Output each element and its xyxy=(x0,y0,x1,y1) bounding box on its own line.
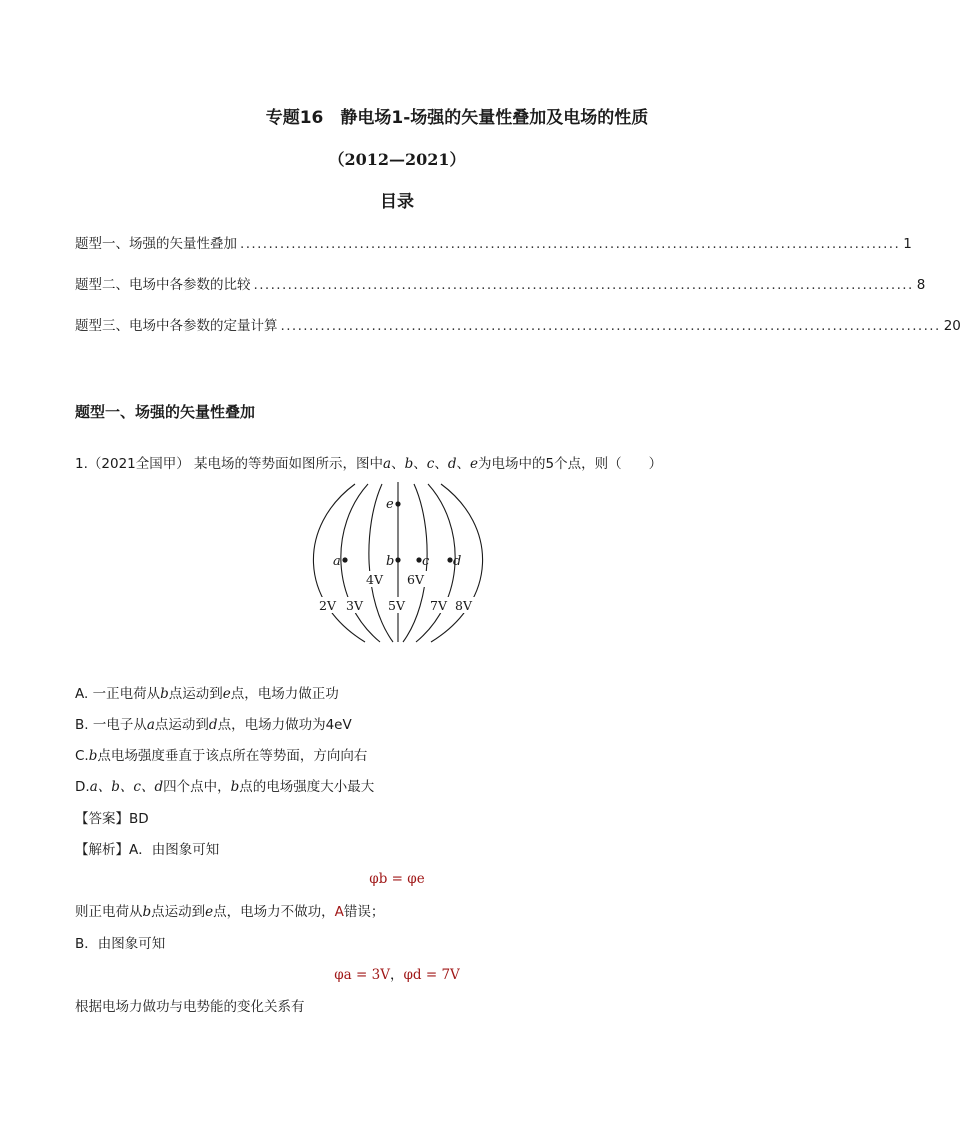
option-text: 四个点中， xyxy=(163,779,231,795)
point-b-dot xyxy=(395,557,400,562)
analysis-highlight: A xyxy=(334,904,344,920)
var-d: d xyxy=(447,456,457,472)
page-title: 专题16 静电场1-场强的矢量性叠加及电场的性质 xyxy=(265,108,649,128)
toc-entry-3[interactable] xyxy=(75,314,961,334)
var-b: b xyxy=(88,748,98,764)
analysis-line-3 xyxy=(75,932,165,952)
option-text: 点运动到 xyxy=(154,717,209,733)
var-e: e xyxy=(205,904,214,920)
point-e-dot xyxy=(395,501,400,506)
potential-label-8v: 8V xyxy=(455,598,472,613)
year-range: （2012—2021） xyxy=(328,150,466,169)
point-label-c: c xyxy=(422,554,430,569)
analysis-text: B．由图象可知 xyxy=(75,936,166,952)
toc-entry-page: 8 xyxy=(916,277,926,293)
var-c: c xyxy=(426,456,435,472)
option-text: 一电子从 xyxy=(92,717,147,733)
option-text: 点，电场力做正功 xyxy=(230,686,339,702)
option-text: 一正电荷从 xyxy=(92,686,161,702)
var-b: b xyxy=(142,904,152,920)
option-text: 点电场强度垂直于该点所在等势面，方向向右 xyxy=(97,748,368,764)
var-e: e xyxy=(469,456,478,472)
potential-label-4v: 4V xyxy=(366,572,383,587)
formula-phi-a-phi-d xyxy=(0,963,794,983)
option-b[interactable] xyxy=(75,713,352,733)
equipotential-figure xyxy=(300,476,500,644)
toc-leader: .................................................................................................................... xyxy=(253,277,914,293)
section-heading: 题型一、场强的矢量性叠加 xyxy=(75,403,256,421)
toc-entry-label: 题型三、电场中各参数的定量计算 xyxy=(75,318,278,334)
formula-text: φd = 7V xyxy=(403,967,460,983)
analysis-line-1 xyxy=(75,838,219,858)
formula-text: φa = 3V xyxy=(334,967,390,983)
point-d-dot xyxy=(447,557,452,562)
var-a: a xyxy=(383,456,392,472)
point-label-e: e xyxy=(386,497,394,512)
analysis-text: 点，电场力不做功， xyxy=(213,904,335,920)
option-text: 点运动到 xyxy=(168,686,223,702)
answer-value: BD xyxy=(129,811,149,827)
option-text: 点的电场强度大小最大 xyxy=(239,779,375,795)
option-c[interactable] xyxy=(75,744,367,764)
option-a[interactable] xyxy=(75,682,339,702)
formula-phi-b-equals-phi-e xyxy=(0,871,794,887)
option-d[interactable] xyxy=(75,775,374,795)
question-text: 某电场的等势面如图所示，图中 xyxy=(194,456,384,472)
analysis-text: 错误； xyxy=(343,904,385,920)
formula-sep: ， xyxy=(389,967,404,983)
var-d: d xyxy=(208,717,218,733)
var-e: e xyxy=(222,686,231,702)
var-list: a、b、c、d xyxy=(89,779,164,795)
toc-entry-2[interactable] xyxy=(75,273,926,293)
option-letter: B. xyxy=(75,717,89,733)
question-source: （2021全国甲） xyxy=(87,456,190,472)
point-label-d: d xyxy=(453,554,462,569)
toc-entry-page: 1 xyxy=(903,236,912,252)
potential-label-6v: 6V xyxy=(407,572,424,587)
formula-text: φb = φe xyxy=(369,871,425,887)
analysis-label: 【解析】 xyxy=(75,842,129,858)
toc-entry-1[interactable] xyxy=(75,232,912,252)
question-number: 1. xyxy=(75,456,88,472)
potential-label-3v: 3V xyxy=(346,598,363,613)
question-stem: 1.（2021全国甲） 某电场的等势面如图所示，图中a、b、c、d、e为电场中的5个点，则（ ） xyxy=(75,456,663,472)
option-text: 点，电场力做功为4eV xyxy=(217,717,352,733)
toc-leader: .................................................................................................................... xyxy=(240,236,901,252)
answer-line xyxy=(75,807,149,827)
toc-entry-label: 题型一、场强的矢量性叠加 xyxy=(75,236,237,252)
var-b: b xyxy=(160,686,169,702)
toc-entry-label: 题型二、电场中各参数的比较 xyxy=(75,277,251,293)
toc-heading: 目录 xyxy=(380,192,414,212)
question-text: 为电场中的5个点，则（ ） xyxy=(477,456,663,472)
analysis-text: 则正电荷从 xyxy=(75,904,143,920)
analysis-line-2 xyxy=(75,900,384,920)
var-b: b xyxy=(404,456,414,472)
option-letter: A. xyxy=(75,686,89,702)
analysis-line-4 xyxy=(75,995,305,1015)
var-a: a xyxy=(146,717,155,733)
potential-label-2v: 2V xyxy=(319,598,336,613)
analysis-text: 点运动到 xyxy=(151,904,206,920)
point-label-a: a xyxy=(333,554,341,569)
toc-entry-page: 20 xyxy=(943,318,961,334)
option-letter: D. xyxy=(75,779,90,795)
option-letter: C. xyxy=(75,748,89,764)
analysis-text: 根据电场力做功与电势能的变化关系有 xyxy=(75,999,305,1015)
potential-label-7v: 7V xyxy=(430,598,447,613)
point-label-b: b xyxy=(386,554,395,569)
point-c-dot xyxy=(416,557,421,562)
point-a-dot xyxy=(342,557,347,562)
analysis-text: A．由图象可知 xyxy=(129,842,220,858)
toc-leader: .................................................................................................................... xyxy=(280,318,941,334)
answer-label: 【答案】 xyxy=(75,811,129,827)
potential-label-5v: 5V xyxy=(388,598,405,613)
var-b: b xyxy=(230,779,240,795)
